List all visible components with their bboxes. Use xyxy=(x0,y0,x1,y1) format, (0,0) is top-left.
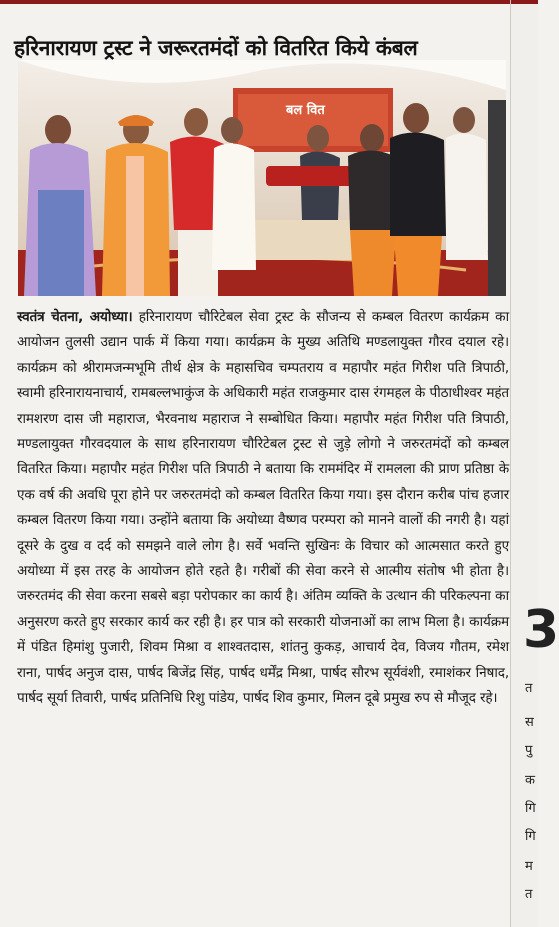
adjacent-fragment: स xyxy=(525,715,534,730)
adjacent-fragment: क xyxy=(525,773,535,788)
banner-text: बल वित xyxy=(286,103,325,118)
headline: हरिनारायण ट्रस्ट ने जरूरतमंदों को वितरित किये कंबल xyxy=(14,36,418,61)
adjacent-fragment: गि xyxy=(525,829,536,844)
adjacent-accent-bar xyxy=(511,0,538,4)
photo-icon xyxy=(18,60,506,296)
article-text: हरिनारायण चौरिटेबल सेवा ट्रस्ट के सौजन्य से कम्बल वितरण कार्यक्रम का आयोजन तुलसी उद्यान पार्क में किया गया। कार्यक्रम के मुख्य अतिथि मण्डलायुक्त गौरव दयाल रहे। कार्यक्रम को श्रीरामजन्मभूमि तीर्थ क्षेत्र के महासचिव चम्पतराय व महापौर महंत गिरीश पति त्रिपाठी, स्वामी हरिनारायनाचार्य, रामबल्लभाकुंज के अधिकारी महंत राजकुमार दास रंगमहल के पीठाधीश्वर महंत रामशरण दास जी महाराज, भैरवनाथ महाराज ने सम्बोधित किया। महापौर महंत गिरीश पति त्रिपाठी, मण्डलायुक्त गौरवदयाल के साथ हरिनारायण चौरिटेबल ट्रस्ट से जुड़े लोगो ने जरुरतमंदों को कम्बल वितरित किया। महापौर महंत गिरीश पति त्रिपाठी ने बताया कि राममंदिर में रामलला की प्राण प्रतिष्ठा के एक वर्ष की अवधि पूरा होने पर जरुरतमंदो को कम्बल वितरित किया गया। इस दौरान करीब पांच हजार कम्बल वितरण किया गया। उन्होंने बताया कि अयोध्या वैष्णव परम्परा को मानने वालों की नगरी है। यहां दूसरे के दुख व दर्द को समझने वाले लोग है। सर्वे भवन्ति सुखिनः के विचार को आत्मसात करते हुए अयोध्या में इस तरह के आयोजन होते रहते है। गरीबों की सेवा करने से आत्मीय संतोष भी होता है। जरुरतमंद की सेवा करना सबसे बड़ा परोपकार का कार्य है। अंतिम व्यक्ति के उत्थान की परिकल्पना का अनुसरण करते हुए सरकार कार्य कर रही है। हर पात्र को सरकारी योजनाओं का लाभ मिला है। कार्यक्रम में पंडित हिमांशु पुजारी, शिवम मिश्रा व शाश्वतदास, शांतनु कुकड़, आचार्य देव, विजय गौतम, रमेश राना, पार्षद अनुज दास, पार्षद बिजेंद्र सिंह, पार्षद धर्मेंद्र मिश्रा, पार्षद सौरभ सूर्यवंशी, रमाशंकर निषाद, पार्षद सूर्या तिवारी, पार्षद प्रतिनिधि रिशु पांडेय, पार्षद शिव कुमार, मिलन दूबे प्रमुख रुप से मौजूद रहे। xyxy=(17,309,509,707)
top-accent-bar xyxy=(0,0,510,4)
news-photo xyxy=(18,60,506,296)
dateline: स्वतंत्र चेतना, अयोध्या। xyxy=(17,309,133,325)
adjacent-fragment: म xyxy=(525,859,533,874)
adjacent-fragment: त xyxy=(525,887,533,902)
adjacent-column-fragment xyxy=(510,0,559,927)
adjacent-fragment: गि xyxy=(525,801,536,816)
adjacent-fragment: त xyxy=(525,681,533,696)
article-body xyxy=(17,305,509,712)
adjacent-fragment: 3 xyxy=(523,600,559,660)
adjacent-fragment: पु xyxy=(525,743,533,758)
